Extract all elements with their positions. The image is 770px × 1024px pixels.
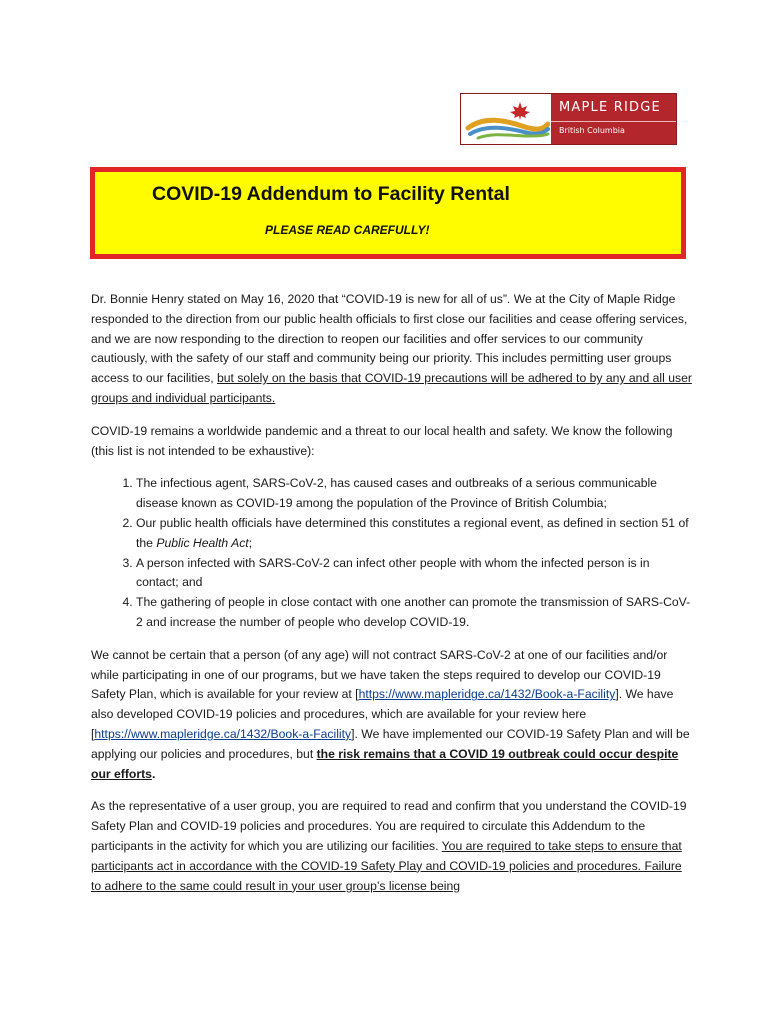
list-item-text: Our public health officials have determined this constitutes a regional event, as defined in section 51 of the [136,515,689,550]
document-subtitle: PLEASE READ CAREFULLY! [265,223,430,237]
maple-leaf-wave-icon [464,98,550,142]
act-name: Public Health Act [156,535,249,550]
safety-plan-link[interactable]: https://www.mapleridge.ca/1432/Book-a-Facility [358,687,616,702]
intro-underlined-text: but solely on the basis that COVID-19 precautions will be adhered to by any and all user groups and individual participants. [91,371,692,405]
facts-list [91,474,693,632]
document-title: COVID-19 Addendum to Facility Rental [152,183,510,205]
list-item: 3. A person infected with SARS-CoV-2 can infect other people with whom the infected person is in contact; and [136,554,693,594]
logo-region: British Columbia [559,126,625,135]
policies-text: ]. We have also developed COVID-19 policies and procedures, which are available for your review here [ [91,687,674,741]
implemented-text: ]. We have implemented our COVID-19 Safety Plan and will be applying our policies and procedures, but [91,726,690,761]
paragraph-representative [91,797,693,896]
logo-name: MAPLE RIDGE [559,100,661,115]
safety-plan-text: We cannot be certain that a person (of any age) will not contract SARS-CoV-2 at one of our facilities and/or while participating in one of our programs, but we have taken the steps required to develop our COVID-19 Safety Plan, which is available for your review at [ [91,647,668,702]
list-item: 1. The infectious agent, SARS-CoV-2, has caused cases and outbreaks of a serious communicable disease known as COVID-19 among the population of the Province of British Columbia; [136,474,693,514]
logo-brand-bar [551,94,676,144]
paragraph-pandemic: COVID-19 remains a worldwide pandemic and a threat to our local health and safety. We know the following (this list is not intended to be exhaustive): [91,423,673,458]
list-item-text-end: ; [248,535,253,550]
policies-link[interactable]: https://www.mapleridge.ca/1432/Book-a-Facility [94,726,352,741]
paragraph-safety-plan [91,646,693,785]
risk-warning: the risk remains that a COVID 19 outbreak could occur despite our efforts [91,746,679,781]
title-banner [90,167,686,259]
representative-text: As the representative of a user group, you are required to read and confirm that you understand the COVID-19 Safety Plan and COVID-19 policies and procedures. You are required to circulate this Addendum to the participants in the activity for which you are utilizing our facilities. [91,799,687,853]
representative-underlined-text: You are required to take steps to ensure that participants act in accordance with the COVID-19 Safety Play and COVID-19 policies and procedures. Failure to adhere to the same could result in your user group’s license being [91,838,682,893]
logo-divider [551,121,676,122]
list-item: 4. The gathering of people in close contact with one another can promote the transmission of SARS-CoV-2 and increase the number of people who develop COVID-19. [136,593,693,633]
document-body [91,290,693,909]
list-item [136,514,693,554]
risk-warning-end: . [151,766,156,781]
intro-text: Dr. Bonnie Henry stated on May 16, 2020 that “COVID-19 is new for all of us”. We at the City of Maple Ridge responded to the direction from our public health officials to first close our facilities and cease offering services, and we are now responding to the direction to reopen our facilities and offer services to our community cautiously, with the safety of our staff and community being our priority. This includes permitting user groups access to our facilities, [91,292,688,386]
paragraph-intro [91,290,693,409]
maple-ridge-logo [460,93,677,145]
